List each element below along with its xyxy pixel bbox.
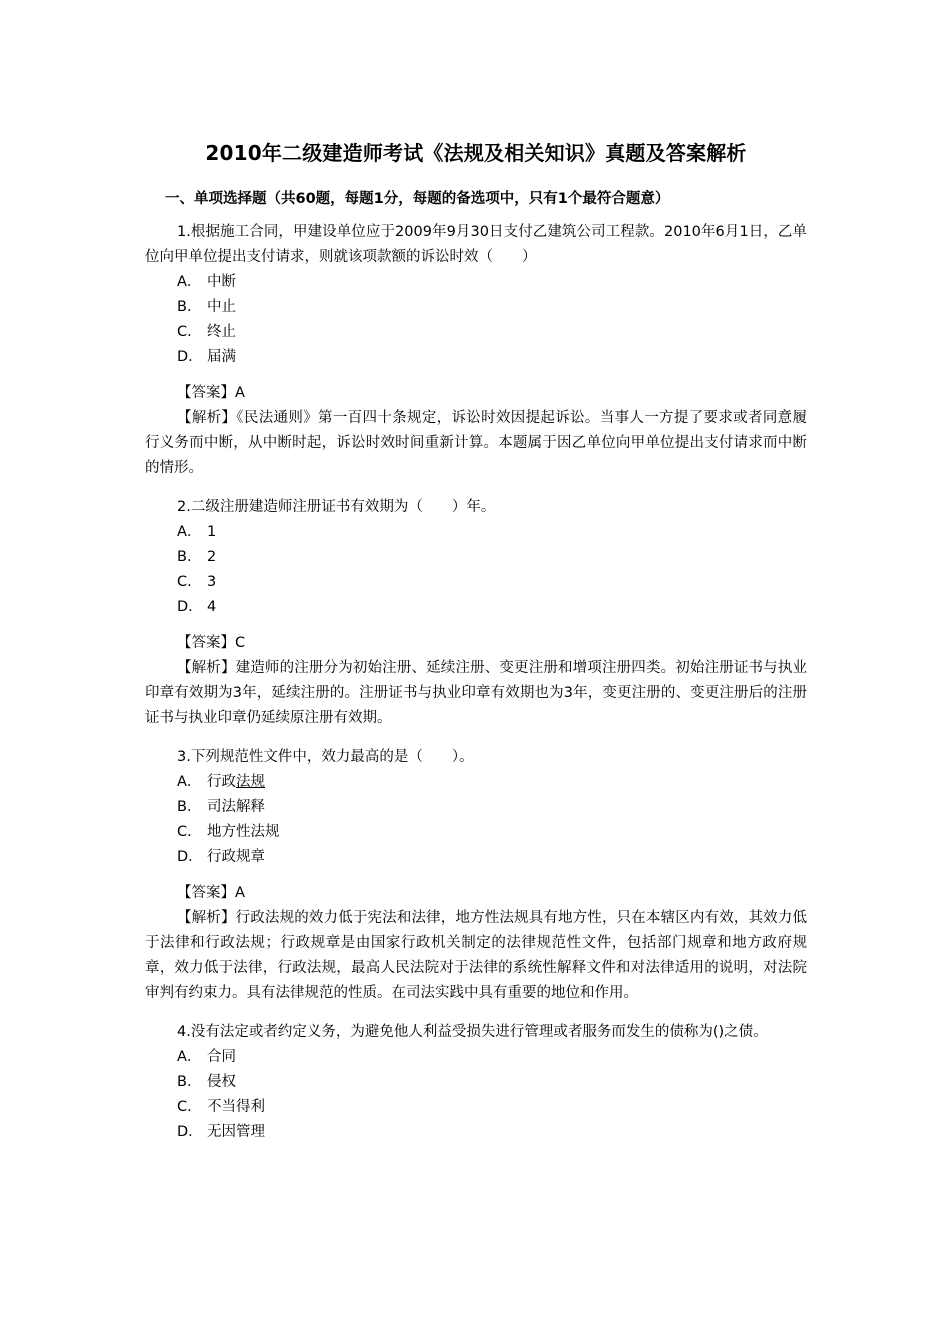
option-letter: C． <box>177 574 202 590</box>
option-list <box>145 770 807 870</box>
option-letter: B． <box>177 299 202 315</box>
question-stem: 3.下列规范性文件中，效力最高的是（ ）。 <box>177 749 474 765</box>
option-text: 中断 <box>207 274 236 290</box>
analysis: 【解析】建造师的注册分为初始注册、延续注册、变更注册和增项注册四类。初始注册证书与执业印章有效期为3年，延续注册的。注册证书与执业印章有效期也为3年，变更注册的、变更注册后的注册证书与执业印章仍延续原注册有效期。 <box>145 660 807 726</box>
option-text: 行政规章 <box>207 849 265 865</box>
option-list <box>145 270 807 370</box>
analysis: 【解析】《民法通则》第一百四十条规定，诉讼时效因提起诉讼。当事人一方提了要求或者同意履行义务而中断，从中断时起，诉讼时效时间重新计算。本题属于因乙单位向甲单位提出支付请求而中断的情形。 <box>145 410 807 476</box>
option-a <box>177 1045 807 1070</box>
option-text: 不当得利 <box>207 1099 265 1115</box>
option-c <box>177 1095 807 1120</box>
option-text: 1 <box>207 524 217 540</box>
option-letter: C． <box>177 324 202 340</box>
answer: 【答案】A <box>177 385 245 401</box>
option-a <box>177 520 807 545</box>
option-d <box>177 595 807 620</box>
option-text: 合同 <box>207 1049 236 1065</box>
option-text: 终止 <box>207 324 236 340</box>
option-letter: B． <box>177 799 202 815</box>
option-b <box>177 795 807 820</box>
option-b <box>177 1070 807 1095</box>
option-list <box>145 520 807 620</box>
option-c <box>177 820 807 845</box>
option-text: 中止 <box>207 299 236 315</box>
option-letter: B． <box>177 1074 202 1090</box>
option-text: 无因管理 <box>207 1124 265 1140</box>
option-letter: D． <box>177 1124 203 1140</box>
question-stem: 1.根据施工合同，甲建设单位应于2009年9月30日支付乙建筑公司工程款。2010年6月1日，乙单位向甲单位提出支付请求，则就该项款额的诉讼时效（ ） <box>145 224 807 265</box>
option-letter: D． <box>177 599 203 615</box>
option-text: 3 <box>207 574 217 590</box>
option-letter: D． <box>177 849 203 865</box>
option-letter: A． <box>177 1049 202 1065</box>
option-text: 届满 <box>207 349 236 365</box>
option-d <box>177 345 807 370</box>
document-title: 2010年二级建造师考试《法规及相关知识》真题及答案解析 <box>205 141 747 165</box>
question-3 <box>145 745 807 1006</box>
option-letter: C． <box>177 824 202 840</box>
question-stem: 2.二级注册建造师注册证书有效期为（ ）年。 <box>177 499 496 515</box>
question-4 <box>145 1020 807 1145</box>
option-text: 4 <box>207 599 217 615</box>
option-text: 地方性法规 <box>207 824 280 840</box>
option-c <box>177 320 807 345</box>
answer: 【答案】A <box>177 885 245 901</box>
option-d <box>177 845 807 870</box>
question-2 <box>145 495 807 731</box>
option-letter: A． <box>177 524 202 540</box>
option-list <box>145 1045 807 1145</box>
option-b <box>177 545 807 570</box>
option-text: 2 <box>207 549 217 565</box>
question-stem: 4.没有法定或者约定义务，为避免他人利益受损失进行管理或者服务而发生的债称为()之债。 <box>177 1024 768 1040</box>
option-letter: C． <box>177 1099 202 1115</box>
option-a <box>177 270 807 295</box>
option-text: 行政 <box>207 774 236 790</box>
option-letter: B． <box>177 549 202 565</box>
option-letter: A． <box>177 274 202 290</box>
answer: 【答案】C <box>177 635 246 651</box>
question-1 <box>145 220 807 481</box>
option-text: 司法解释 <box>207 799 265 815</box>
option-text-underlined: 法规 <box>236 774 265 790</box>
section-title: 一、单项选择题（共60题，每题1分，每题的备选项中，只有1个最符合题意） <box>165 191 670 207</box>
option-letter: D． <box>177 349 203 365</box>
option-d <box>177 1120 807 1145</box>
option-letter: A． <box>177 774 202 790</box>
analysis: 【解析】行政法规的效力低于宪法和法律，地方性法规具有地方性，只在本辖区内有效，其效力低于法律和行政法规；行政规章是由国家行政机关制定的法律规范性文件，包括部门规章和地方政府规章，效力低于法律，行政法规，最高人民法院对于法律的系统性解释文件和对法律适用的说明，对法院审判有约束力。具有法律规范的性质。在司法实践中具有重要的地位和作用。 <box>145 910 807 1001</box>
option-b <box>177 295 807 320</box>
option-c <box>177 570 807 595</box>
document-page <box>145 130 807 1145</box>
option-text: 侵权 <box>207 1074 236 1090</box>
option-a <box>177 770 807 795</box>
